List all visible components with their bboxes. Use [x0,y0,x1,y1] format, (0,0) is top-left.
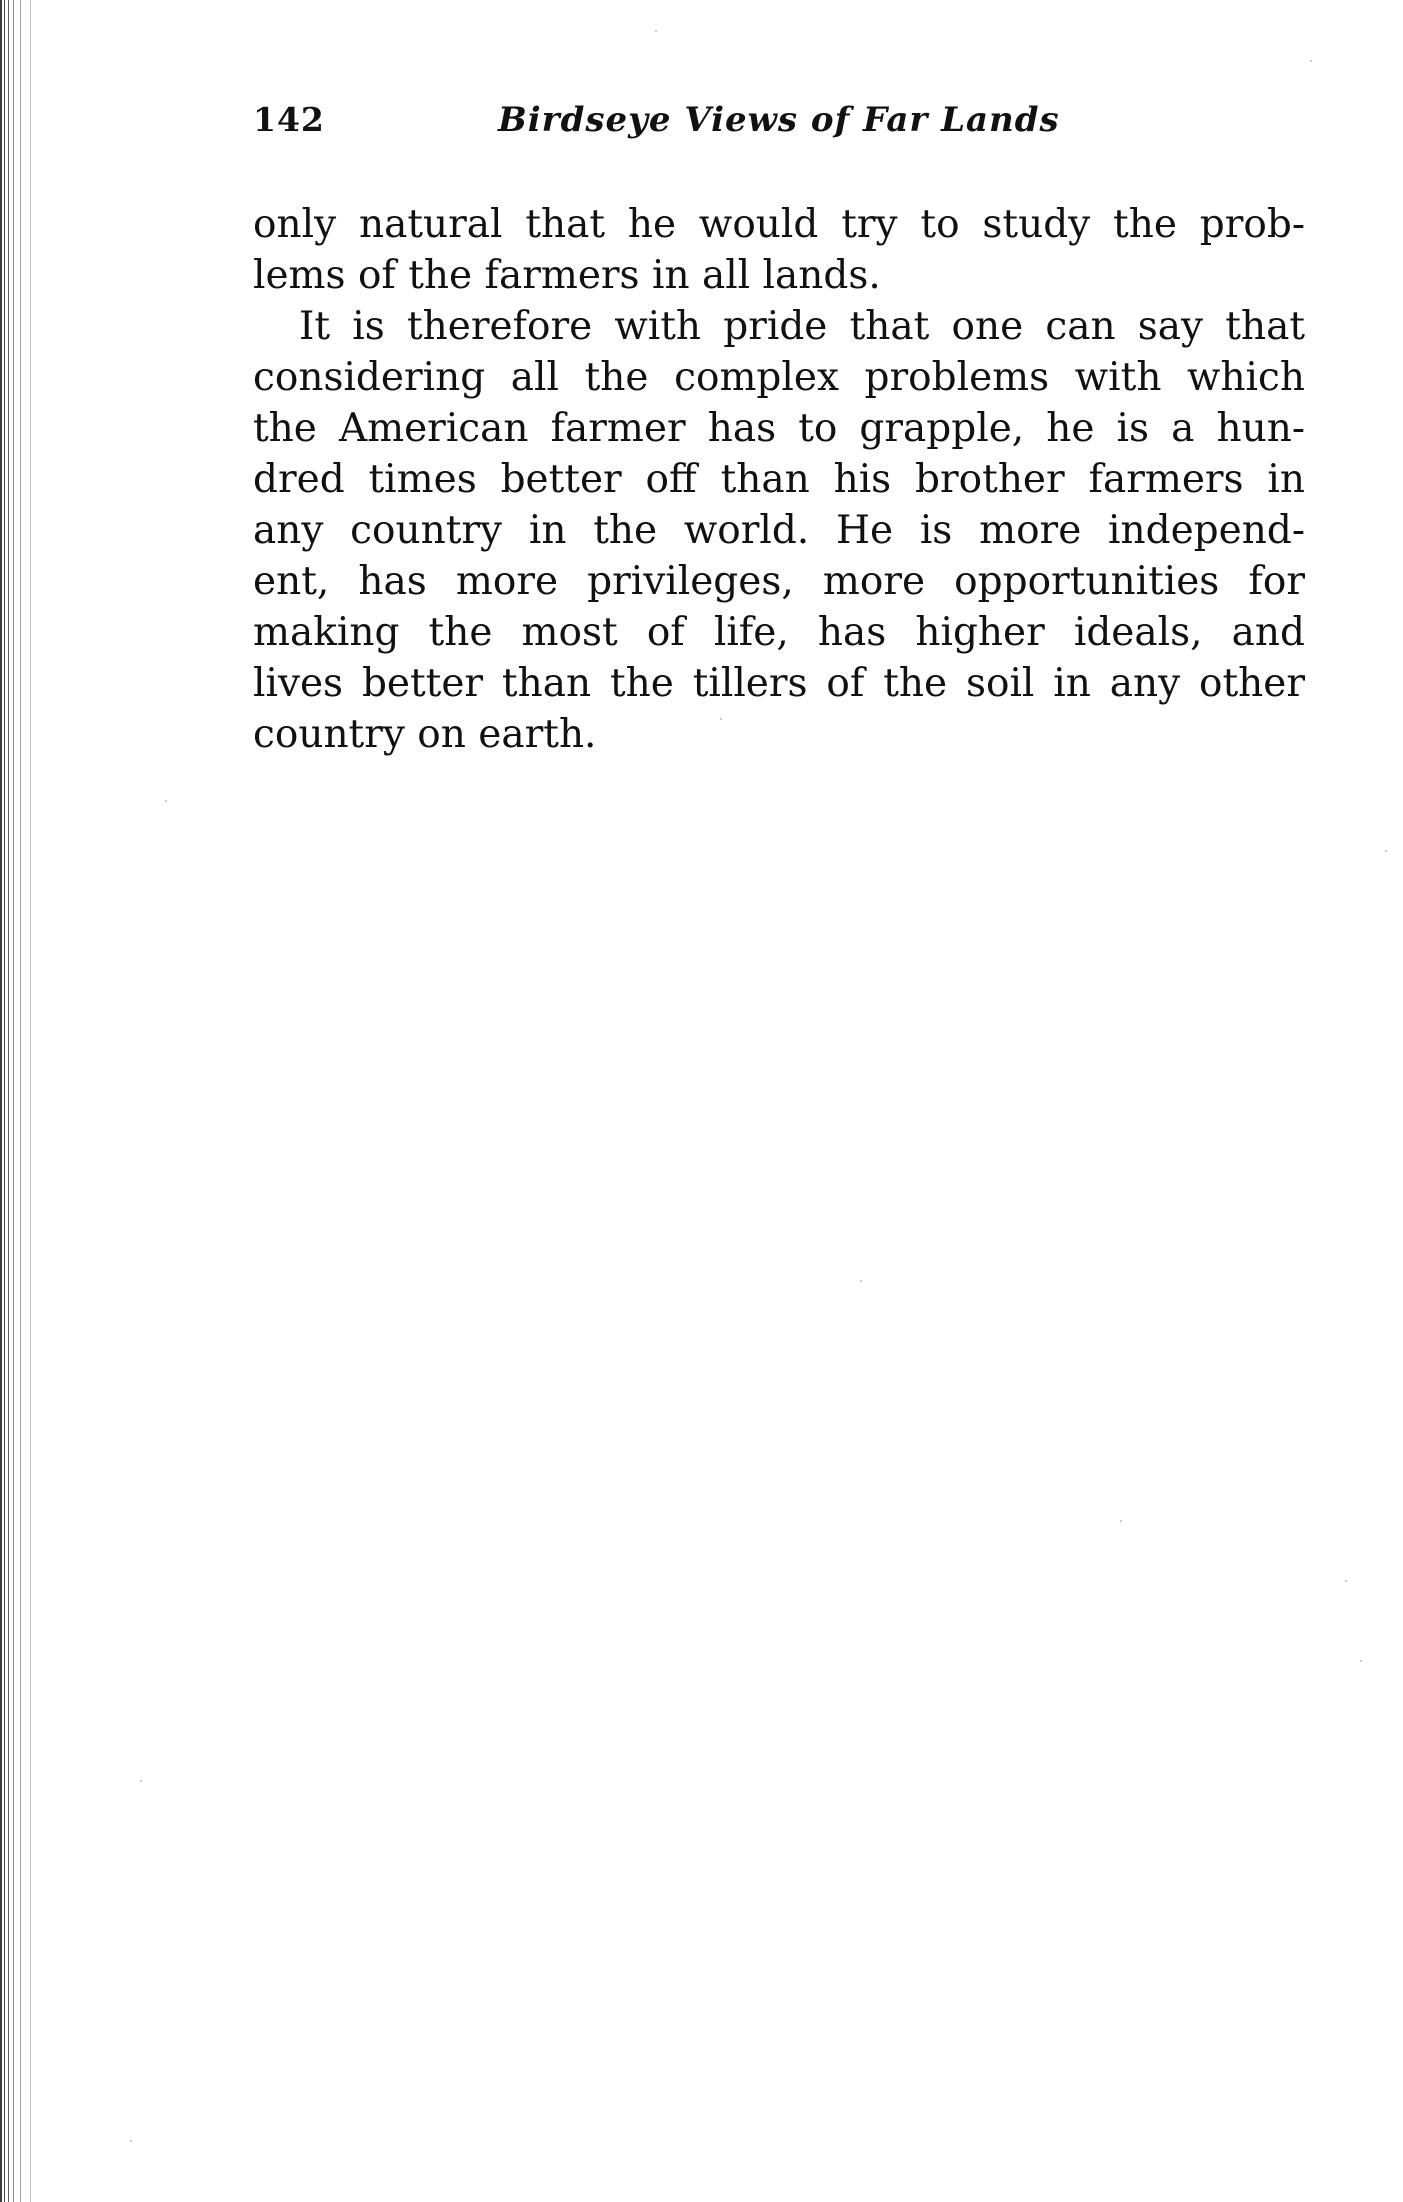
scan-speck [165,800,167,802]
scan-speck [140,1780,142,1782]
text-line: lives better than the tillers of the soil in any other [253,661,1305,706]
text-line: any country in the world. He is more independ- [253,508,1305,553]
scan-speck [1360,1660,1362,1662]
scan-speck [860,1280,862,1282]
scan-speck [1385,850,1387,852]
running-head [253,100,1303,150]
page-number: 142 [253,100,325,139]
scan-speck [130,2140,132,2142]
text-line: ent, has more privileges, more opportunities for [253,559,1305,604]
text-line: making the most of life, has higher ideals, and [253,610,1305,655]
scan-speck [1310,60,1312,62]
text-line: lems of the farmers in all lands. [253,253,881,298]
text-line: dred times better off than his brother farmers in [253,457,1305,502]
scan-speck [1120,1520,1122,1522]
body-text [253,199,1305,760]
binding-edge [0,0,52,2202]
scan-speck [720,718,722,720]
text-line: It is therefore with pride that one can say that [299,304,1305,349]
text-line: considering all the complex problems with which [253,355,1305,400]
text-line: the American farmer has to grapple, he is a hun- [253,406,1305,451]
text-line: only natural that he would try to study the prob- [253,202,1305,247]
running-title: Birdseye Views of Far Lands [498,100,1060,140]
scan-speck [655,30,657,32]
scan-speck [1345,1580,1347,1582]
text-line: country on earth. [253,712,597,757]
